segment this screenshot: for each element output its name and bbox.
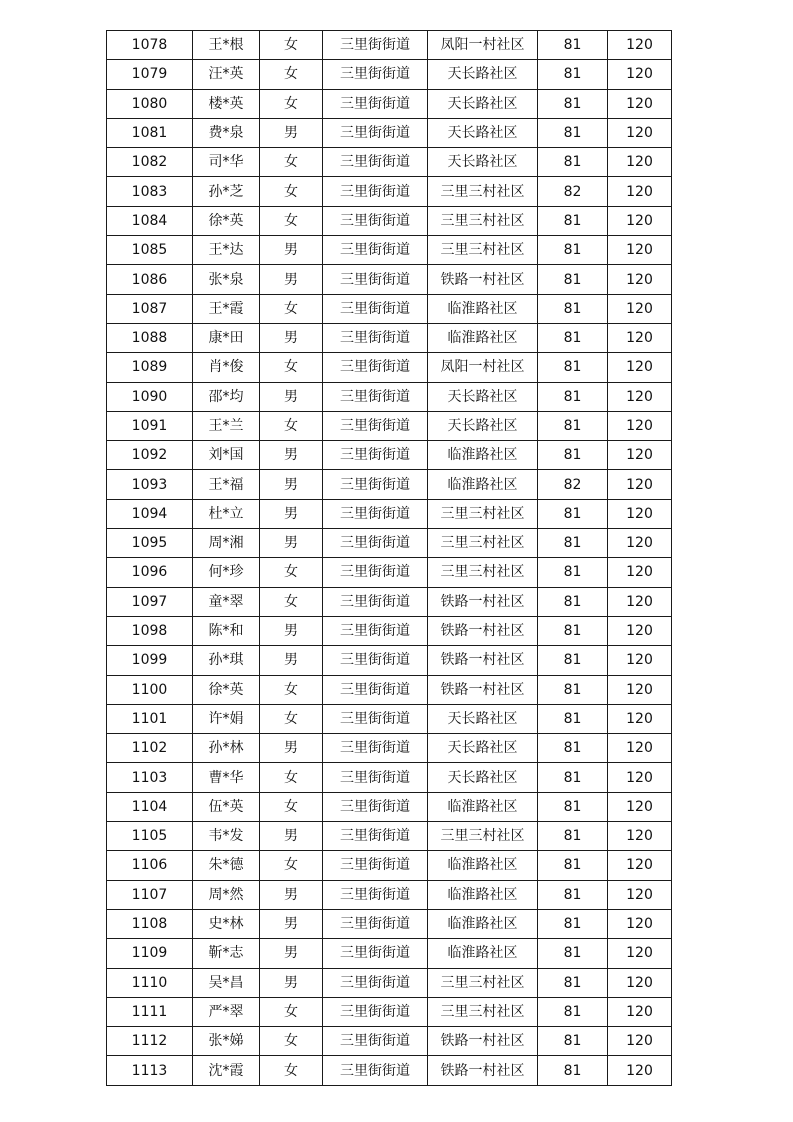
amount-cell: 120 bbox=[608, 851, 672, 880]
name-cell: 王*根 bbox=[193, 31, 260, 60]
gender-cell: 男 bbox=[260, 646, 323, 675]
community-cell: 铁路一村社区 bbox=[428, 646, 538, 675]
table-row bbox=[107, 148, 672, 177]
amount-cell: 120 bbox=[608, 323, 672, 352]
community-cell: 三里三村社区 bbox=[428, 558, 538, 587]
age-cell: 81 bbox=[538, 880, 608, 909]
age-cell: 81 bbox=[538, 294, 608, 323]
age-cell: 81 bbox=[538, 763, 608, 792]
serial-number-cell: 1102 bbox=[107, 734, 193, 763]
age-cell: 81 bbox=[538, 323, 608, 352]
table-row bbox=[107, 997, 672, 1026]
amount-cell: 120 bbox=[608, 909, 672, 938]
street-cell: 三里街街道 bbox=[323, 880, 428, 909]
table-row bbox=[107, 441, 672, 470]
community-cell: 天长路社区 bbox=[428, 411, 538, 440]
table-row bbox=[107, 646, 672, 675]
name-cell: 周*然 bbox=[193, 880, 260, 909]
table-row bbox=[107, 31, 672, 60]
age-cell: 82 bbox=[538, 177, 608, 206]
table-row bbox=[107, 206, 672, 235]
street-cell: 三里街街道 bbox=[323, 265, 428, 294]
age-cell: 81 bbox=[538, 587, 608, 616]
name-cell: 何*珍 bbox=[193, 558, 260, 587]
gender-cell: 女 bbox=[260, 1056, 323, 1085]
serial-number-cell: 1105 bbox=[107, 822, 193, 851]
serial-number-cell: 1103 bbox=[107, 763, 193, 792]
community-cell: 三里三村社区 bbox=[428, 529, 538, 558]
age-cell: 81 bbox=[538, 704, 608, 733]
serial-number-cell: 1100 bbox=[107, 675, 193, 704]
table-row bbox=[107, 675, 672, 704]
serial-number-cell: 1101 bbox=[107, 704, 193, 733]
name-cell: 孙*芝 bbox=[193, 177, 260, 206]
amount-cell: 120 bbox=[608, 1027, 672, 1056]
name-cell: 靳*志 bbox=[193, 939, 260, 968]
table-row bbox=[107, 382, 672, 411]
amount-cell: 120 bbox=[608, 1056, 672, 1085]
age-cell: 81 bbox=[538, 616, 608, 645]
gender-cell: 女 bbox=[260, 177, 323, 206]
name-cell: 曹*华 bbox=[193, 763, 260, 792]
name-cell: 童*翠 bbox=[193, 587, 260, 616]
street-cell: 三里街街道 bbox=[323, 470, 428, 499]
gender-cell: 男 bbox=[260, 323, 323, 352]
street-cell: 三里街街道 bbox=[323, 177, 428, 206]
serial-number-cell: 1107 bbox=[107, 880, 193, 909]
table-row bbox=[107, 822, 672, 851]
name-cell: 王*霞 bbox=[193, 294, 260, 323]
table-row bbox=[107, 558, 672, 587]
amount-cell: 120 bbox=[608, 499, 672, 528]
serial-number-cell: 1091 bbox=[107, 411, 193, 440]
serial-number-cell: 1092 bbox=[107, 441, 193, 470]
gender-cell: 女 bbox=[260, 411, 323, 440]
age-cell: 81 bbox=[538, 148, 608, 177]
street-cell: 三里街街道 bbox=[323, 411, 428, 440]
street-cell: 三里街街道 bbox=[323, 60, 428, 89]
serial-number-cell: 1082 bbox=[107, 148, 193, 177]
gender-cell: 男 bbox=[260, 939, 323, 968]
amount-cell: 120 bbox=[608, 939, 672, 968]
street-cell: 三里街街道 bbox=[323, 997, 428, 1026]
serial-number-cell: 1085 bbox=[107, 236, 193, 265]
community-cell: 三里三村社区 bbox=[428, 968, 538, 997]
amount-cell: 120 bbox=[608, 294, 672, 323]
name-cell: 许*娟 bbox=[193, 704, 260, 733]
amount-cell: 120 bbox=[608, 558, 672, 587]
gender-cell: 男 bbox=[260, 236, 323, 265]
serial-number-cell: 1108 bbox=[107, 909, 193, 938]
serial-number-cell: 1086 bbox=[107, 265, 193, 294]
street-cell: 三里街街道 bbox=[323, 118, 428, 147]
age-cell: 81 bbox=[538, 265, 608, 294]
community-cell: 三里三村社区 bbox=[428, 177, 538, 206]
age-cell: 81 bbox=[538, 89, 608, 118]
age-cell: 81 bbox=[538, 792, 608, 821]
serial-number-cell: 1089 bbox=[107, 353, 193, 382]
community-cell: 天长路社区 bbox=[428, 704, 538, 733]
amount-cell: 120 bbox=[608, 675, 672, 704]
table-row bbox=[107, 734, 672, 763]
gender-cell: 女 bbox=[260, 89, 323, 118]
serial-number-cell: 1095 bbox=[107, 529, 193, 558]
community-cell: 天长路社区 bbox=[428, 734, 538, 763]
amount-cell: 120 bbox=[608, 382, 672, 411]
table-row bbox=[107, 265, 672, 294]
table-row bbox=[107, 939, 672, 968]
street-cell: 三里街街道 bbox=[323, 763, 428, 792]
table-row bbox=[107, 470, 672, 499]
age-cell: 81 bbox=[538, 968, 608, 997]
street-cell: 三里街街道 bbox=[323, 792, 428, 821]
street-cell: 三里街街道 bbox=[323, 31, 428, 60]
street-cell: 三里街街道 bbox=[323, 441, 428, 470]
table-row bbox=[107, 353, 672, 382]
amount-cell: 120 bbox=[608, 89, 672, 118]
community-cell: 临淮路社区 bbox=[428, 851, 538, 880]
serial-number-cell: 1090 bbox=[107, 382, 193, 411]
table-row bbox=[107, 880, 672, 909]
name-cell: 严*翠 bbox=[193, 997, 260, 1026]
serial-number-cell: 1093 bbox=[107, 470, 193, 499]
table-row bbox=[107, 763, 672, 792]
street-cell: 三里街街道 bbox=[323, 89, 428, 118]
amount-cell: 120 bbox=[608, 822, 672, 851]
street-cell: 三里街街道 bbox=[323, 851, 428, 880]
name-cell: 周*湘 bbox=[193, 529, 260, 558]
amount-cell: 120 bbox=[608, 353, 672, 382]
street-cell: 三里街街道 bbox=[323, 529, 428, 558]
serial-number-cell: 1112 bbox=[107, 1027, 193, 1056]
amount-cell: 120 bbox=[608, 206, 672, 235]
community-cell: 三里三村社区 bbox=[428, 997, 538, 1026]
name-cell: 沈*霞 bbox=[193, 1056, 260, 1085]
name-cell: 杜*立 bbox=[193, 499, 260, 528]
gender-cell: 女 bbox=[260, 1027, 323, 1056]
gender-cell: 男 bbox=[260, 880, 323, 909]
table-row bbox=[107, 118, 672, 147]
street-cell: 三里街街道 bbox=[323, 909, 428, 938]
age-cell: 81 bbox=[538, 499, 608, 528]
amount-cell: 120 bbox=[608, 616, 672, 645]
age-cell: 81 bbox=[538, 909, 608, 938]
name-cell: 张*泉 bbox=[193, 265, 260, 294]
community-cell: 临淮路社区 bbox=[428, 294, 538, 323]
amount-cell: 120 bbox=[608, 265, 672, 294]
table-row bbox=[107, 968, 672, 997]
name-cell: 徐*英 bbox=[193, 675, 260, 704]
amount-cell: 120 bbox=[608, 734, 672, 763]
gender-cell: 女 bbox=[260, 558, 323, 587]
amount-cell: 120 bbox=[608, 997, 672, 1026]
street-cell: 三里街街道 bbox=[323, 968, 428, 997]
name-cell: 吴*昌 bbox=[193, 968, 260, 997]
serial-number-cell: 1080 bbox=[107, 89, 193, 118]
street-cell: 三里街街道 bbox=[323, 499, 428, 528]
age-cell: 81 bbox=[538, 675, 608, 704]
amount-cell: 120 bbox=[608, 529, 672, 558]
table-row bbox=[107, 909, 672, 938]
gender-cell: 女 bbox=[260, 31, 323, 60]
name-cell: 楼*英 bbox=[193, 89, 260, 118]
gender-cell: 男 bbox=[260, 822, 323, 851]
community-cell: 临淮路社区 bbox=[428, 909, 538, 938]
name-cell: 刘*国 bbox=[193, 441, 260, 470]
community-cell: 天长路社区 bbox=[428, 382, 538, 411]
age-cell: 81 bbox=[538, 822, 608, 851]
street-cell: 三里街街道 bbox=[323, 236, 428, 265]
community-cell: 铁路一村社区 bbox=[428, 265, 538, 294]
table-row bbox=[107, 499, 672, 528]
roster-table bbox=[106, 30, 672, 1086]
gender-cell: 女 bbox=[260, 353, 323, 382]
name-cell: 徐*英 bbox=[193, 206, 260, 235]
amount-cell: 120 bbox=[608, 646, 672, 675]
community-cell: 临淮路社区 bbox=[428, 470, 538, 499]
community-cell: 天长路社区 bbox=[428, 118, 538, 147]
community-cell: 天长路社区 bbox=[428, 763, 538, 792]
serial-number-cell: 1094 bbox=[107, 499, 193, 528]
gender-cell: 女 bbox=[260, 997, 323, 1026]
name-cell: 孙*林 bbox=[193, 734, 260, 763]
amount-cell: 120 bbox=[608, 587, 672, 616]
age-cell: 81 bbox=[538, 1056, 608, 1085]
age-cell: 81 bbox=[538, 851, 608, 880]
serial-number-cell: 1109 bbox=[107, 939, 193, 968]
street-cell: 三里街街道 bbox=[323, 1056, 428, 1085]
community-cell: 临淮路社区 bbox=[428, 323, 538, 352]
name-cell: 费*泉 bbox=[193, 118, 260, 147]
table-row bbox=[107, 411, 672, 440]
street-cell: 三里街街道 bbox=[323, 616, 428, 645]
table-row bbox=[107, 851, 672, 880]
name-cell: 汪*英 bbox=[193, 60, 260, 89]
serial-number-cell: 1099 bbox=[107, 646, 193, 675]
community-cell: 三里三村社区 bbox=[428, 206, 538, 235]
name-cell: 王*兰 bbox=[193, 411, 260, 440]
name-cell: 张*娣 bbox=[193, 1027, 260, 1056]
gender-cell: 男 bbox=[260, 441, 323, 470]
serial-number-cell: 1106 bbox=[107, 851, 193, 880]
community-cell: 铁路一村社区 bbox=[428, 616, 538, 645]
name-cell: 司*华 bbox=[193, 148, 260, 177]
gender-cell: 男 bbox=[260, 265, 323, 294]
table-row bbox=[107, 792, 672, 821]
table-row bbox=[107, 587, 672, 616]
street-cell: 三里街街道 bbox=[323, 148, 428, 177]
gender-cell: 女 bbox=[260, 206, 323, 235]
name-cell: 王*达 bbox=[193, 236, 260, 265]
table-row bbox=[107, 1027, 672, 1056]
amount-cell: 120 bbox=[608, 118, 672, 147]
serial-number-cell: 1097 bbox=[107, 587, 193, 616]
table-row bbox=[107, 529, 672, 558]
street-cell: 三里街街道 bbox=[323, 704, 428, 733]
gender-cell: 男 bbox=[260, 382, 323, 411]
name-cell: 韦*发 bbox=[193, 822, 260, 851]
serial-number-cell: 1081 bbox=[107, 118, 193, 147]
gender-cell: 男 bbox=[260, 529, 323, 558]
table-row bbox=[107, 236, 672, 265]
gender-cell: 女 bbox=[260, 704, 323, 733]
age-cell: 81 bbox=[538, 558, 608, 587]
amount-cell: 120 bbox=[608, 60, 672, 89]
street-cell: 三里街街道 bbox=[323, 206, 428, 235]
name-cell: 王*福 bbox=[193, 470, 260, 499]
serial-number-cell: 1111 bbox=[107, 997, 193, 1026]
gender-cell: 男 bbox=[260, 968, 323, 997]
amount-cell: 120 bbox=[608, 880, 672, 909]
age-cell: 81 bbox=[538, 997, 608, 1026]
amount-cell: 120 bbox=[608, 177, 672, 206]
table-row bbox=[107, 1056, 672, 1085]
community-cell: 临淮路社区 bbox=[428, 441, 538, 470]
community-cell: 铁路一村社区 bbox=[428, 675, 538, 704]
age-cell: 81 bbox=[538, 441, 608, 470]
gender-cell: 女 bbox=[260, 294, 323, 323]
age-cell: 81 bbox=[538, 411, 608, 440]
age-cell: 81 bbox=[538, 382, 608, 411]
age-cell: 81 bbox=[538, 353, 608, 382]
name-cell: 陈*和 bbox=[193, 616, 260, 645]
community-cell: 凤阳一村社区 bbox=[428, 31, 538, 60]
community-cell: 天长路社区 bbox=[428, 148, 538, 177]
amount-cell: 120 bbox=[608, 704, 672, 733]
street-cell: 三里街街道 bbox=[323, 734, 428, 763]
street-cell: 三里街街道 bbox=[323, 323, 428, 352]
gender-cell: 男 bbox=[260, 909, 323, 938]
serial-number-cell: 1084 bbox=[107, 206, 193, 235]
name-cell: 孙*琪 bbox=[193, 646, 260, 675]
amount-cell: 120 bbox=[608, 792, 672, 821]
table-row bbox=[107, 89, 672, 118]
gender-cell: 男 bbox=[260, 470, 323, 499]
amount-cell: 120 bbox=[608, 763, 672, 792]
age-cell: 81 bbox=[538, 734, 608, 763]
community-cell: 天长路社区 bbox=[428, 89, 538, 118]
street-cell: 三里街街道 bbox=[323, 382, 428, 411]
gender-cell: 男 bbox=[260, 616, 323, 645]
serial-number-cell: 1083 bbox=[107, 177, 193, 206]
street-cell: 三里街街道 bbox=[323, 1027, 428, 1056]
serial-number-cell: 1088 bbox=[107, 323, 193, 352]
age-cell: 81 bbox=[538, 31, 608, 60]
community-cell: 天长路社区 bbox=[428, 60, 538, 89]
community-cell: 三里三村社区 bbox=[428, 236, 538, 265]
age-cell: 81 bbox=[538, 206, 608, 235]
amount-cell: 120 bbox=[608, 148, 672, 177]
gender-cell: 男 bbox=[260, 118, 323, 147]
serial-number-cell: 1113 bbox=[107, 1056, 193, 1085]
name-cell: 伍*英 bbox=[193, 792, 260, 821]
community-cell: 临淮路社区 bbox=[428, 880, 538, 909]
amount-cell: 120 bbox=[608, 236, 672, 265]
gender-cell: 女 bbox=[260, 851, 323, 880]
community-cell: 铁路一村社区 bbox=[428, 587, 538, 616]
name-cell: 邵*均 bbox=[193, 382, 260, 411]
community-cell: 铁路一村社区 bbox=[428, 1056, 538, 1085]
street-cell: 三里街街道 bbox=[323, 353, 428, 382]
gender-cell: 女 bbox=[260, 792, 323, 821]
name-cell: 康*田 bbox=[193, 323, 260, 352]
amount-cell: 120 bbox=[608, 31, 672, 60]
serial-number-cell: 1087 bbox=[107, 294, 193, 323]
community-cell: 临淮路社区 bbox=[428, 792, 538, 821]
gender-cell: 男 bbox=[260, 734, 323, 763]
serial-number-cell: 1078 bbox=[107, 31, 193, 60]
gender-cell: 男 bbox=[260, 499, 323, 528]
serial-number-cell: 1110 bbox=[107, 968, 193, 997]
community-cell: 三里三村社区 bbox=[428, 499, 538, 528]
serial-number-cell: 1096 bbox=[107, 558, 193, 587]
age-cell: 81 bbox=[538, 60, 608, 89]
age-cell: 81 bbox=[538, 236, 608, 265]
gender-cell: 女 bbox=[260, 60, 323, 89]
age-cell: 81 bbox=[538, 939, 608, 968]
community-cell: 临淮路社区 bbox=[428, 939, 538, 968]
serial-number-cell: 1104 bbox=[107, 792, 193, 821]
age-cell: 81 bbox=[538, 529, 608, 558]
table-row bbox=[107, 294, 672, 323]
community-cell: 铁路一村社区 bbox=[428, 1027, 538, 1056]
roster-table-body bbox=[107, 31, 672, 1086]
serial-number-cell: 1079 bbox=[107, 60, 193, 89]
name-cell: 史*林 bbox=[193, 909, 260, 938]
age-cell: 81 bbox=[538, 646, 608, 675]
age-cell: 81 bbox=[538, 1027, 608, 1056]
amount-cell: 120 bbox=[608, 441, 672, 470]
table-row bbox=[107, 704, 672, 733]
gender-cell: 女 bbox=[260, 763, 323, 792]
table-row bbox=[107, 323, 672, 352]
amount-cell: 120 bbox=[608, 968, 672, 997]
table-row bbox=[107, 616, 672, 645]
age-cell: 81 bbox=[538, 118, 608, 147]
table-row bbox=[107, 177, 672, 206]
community-cell: 凤阳一村社区 bbox=[428, 353, 538, 382]
street-cell: 三里街街道 bbox=[323, 294, 428, 323]
street-cell: 三里街街道 bbox=[323, 558, 428, 587]
amount-cell: 120 bbox=[608, 470, 672, 499]
street-cell: 三里街街道 bbox=[323, 822, 428, 851]
gender-cell: 女 bbox=[260, 675, 323, 704]
street-cell: 三里街街道 bbox=[323, 646, 428, 675]
gender-cell: 女 bbox=[260, 587, 323, 616]
street-cell: 三里街街道 bbox=[323, 939, 428, 968]
name-cell: 肖*俊 bbox=[193, 353, 260, 382]
table-row bbox=[107, 60, 672, 89]
name-cell: 朱*德 bbox=[193, 851, 260, 880]
age-cell: 82 bbox=[538, 470, 608, 499]
street-cell: 三里街街道 bbox=[323, 675, 428, 704]
gender-cell: 女 bbox=[260, 148, 323, 177]
community-cell: 三里三村社区 bbox=[428, 822, 538, 851]
serial-number-cell: 1098 bbox=[107, 616, 193, 645]
amount-cell: 120 bbox=[608, 411, 672, 440]
street-cell: 三里街街道 bbox=[323, 587, 428, 616]
